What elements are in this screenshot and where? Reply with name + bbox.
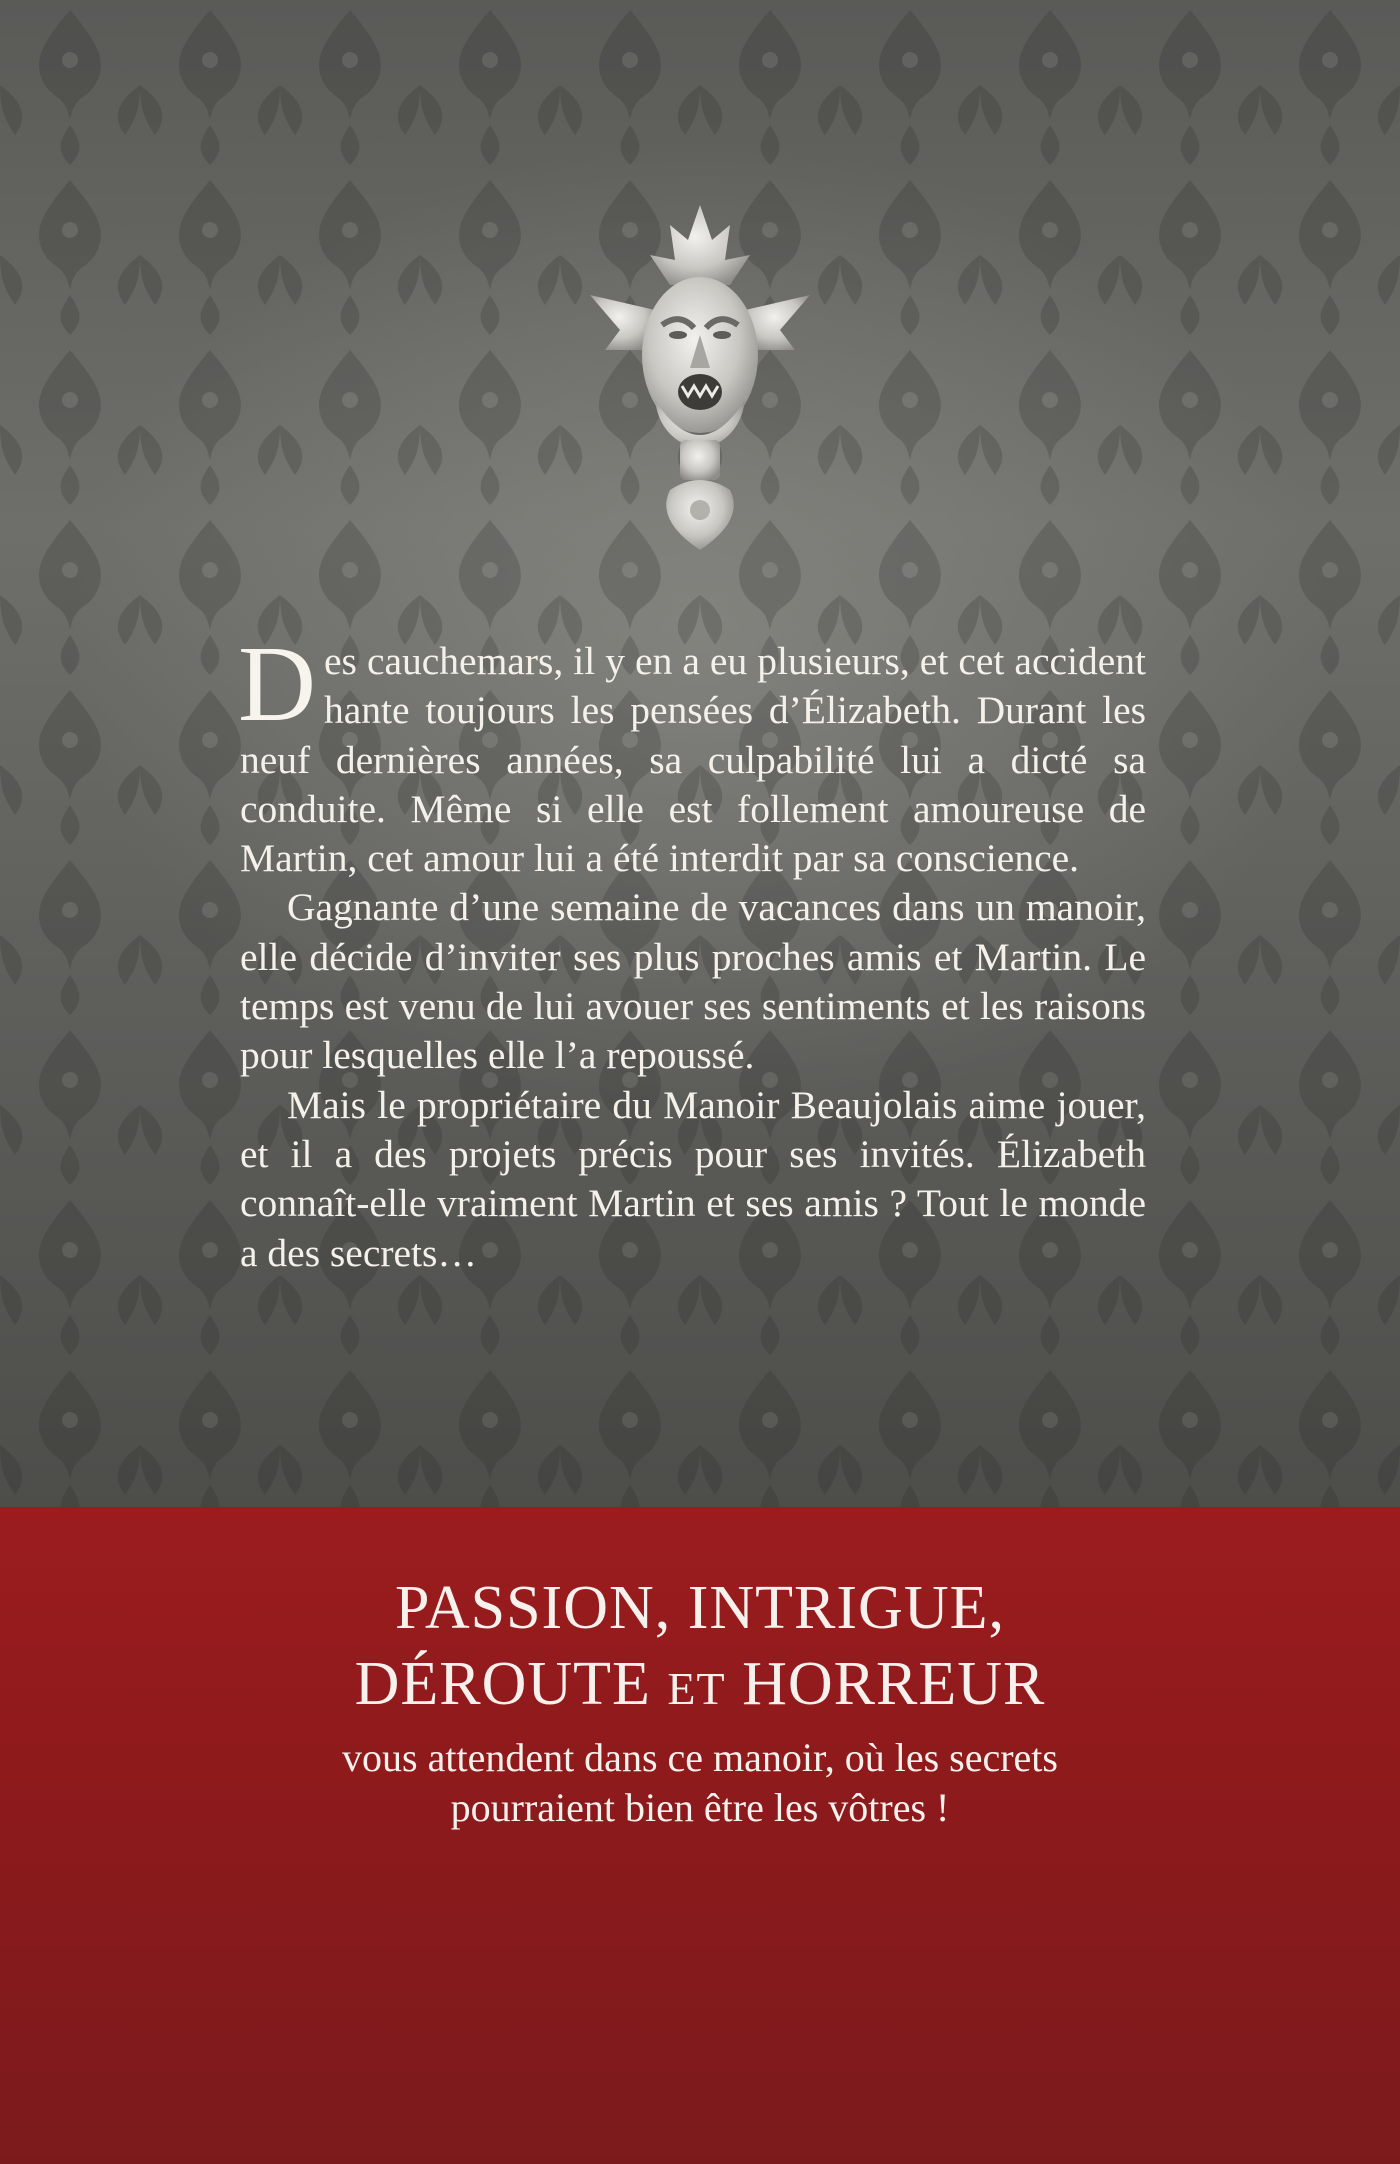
dropcap-letter: D	[238, 625, 316, 744]
back-cover-blurb	[238, 625, 1146, 1278]
blurb-paragraph-1	[238, 625, 1146, 883]
tagline-subtext-1: vous attendent dans ce manoir, où les secrets	[342, 1735, 1058, 1780]
tagline-line-1: PASSION, INTRIGUE,	[395, 1574, 1005, 1642]
tagline-subtext-2: pourraient bien être les vôtres !	[450, 1785, 950, 1830]
tagline-word-deroute: DÉROUTE	[354, 1650, 651, 1718]
tagline-word-et: ET	[667, 1663, 726, 1714]
blurb-paragraph-1-text: es cauchemars, il y en a eu plusieurs, et cet accident hante toujours les pensées d’Élizabeth. Durant les neuf dernières années, sa culpabilité lui a dicté sa conduite. Même si elle est follement amoureuse de Martin, cet amour lui a été interdit par sa conscience.	[240, 639, 1146, 881]
tagline-word-horreur: HORREUR	[742, 1650, 1046, 1718]
blurb-paragraph-3: Mais le propriétaire du Manoir Beaujolais aime jouer, et il a des projets précis pour ses invités. Élizabeth connaît-elle vraiment Martin et ses amis ? Tout le monde a des secrets…	[240, 1082, 1146, 1275]
blurb-paragraph-2: Gagnante d’une semaine de vacances dans un manoir, elle décide d’inviter ses plus proches amis et Martin. Le temps est venu de lui avouer ses sentiments et les raisons pour lesquelles elle l’a repoussé.	[240, 885, 1146, 1078]
gargoyle-mask-icon	[580, 200, 820, 560]
tagline-line-2	[0, 1646, 1400, 1727]
